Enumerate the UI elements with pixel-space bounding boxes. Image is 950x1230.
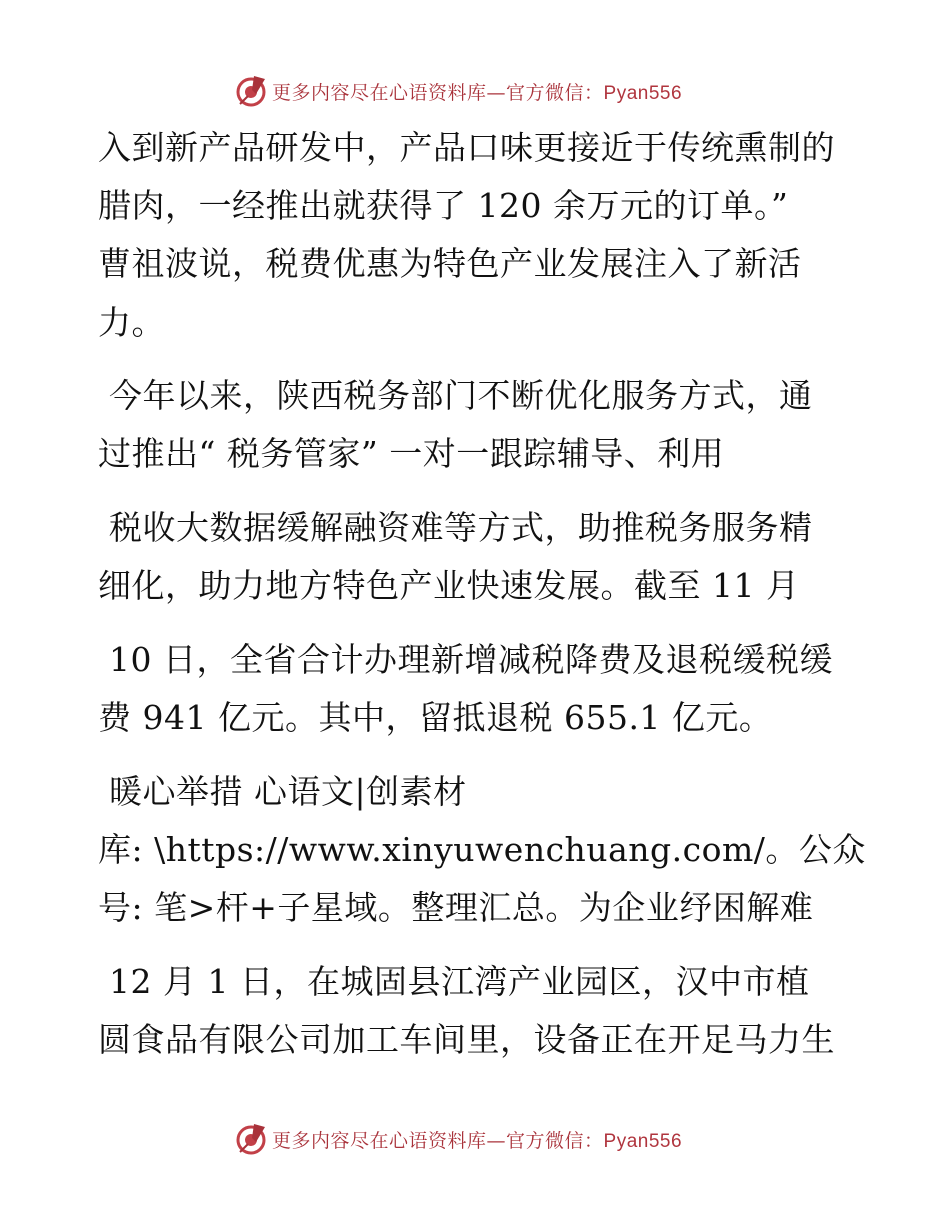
body-line: 圆食品有限公司加工车间里，设备正在开足马力生 [98, 1020, 835, 1059]
body-line: 细化，助力地方特色产业快速发展。截至 11 月 [98, 566, 800, 605]
body-line: 税收大数据缓解融资难等方式，助推税务服务精 [98, 508, 813, 547]
body-line: 入到新产品研发中，产品口味更接近于传统熏制的 [98, 128, 835, 167]
body-line: 12 月 1 日，在城固县江湾产业园区，汉中市植 [98, 962, 810, 1001]
watermark-wechat-id: Pyan556 [603, 83, 683, 104]
body-line: 力。 [98, 303, 165, 342]
footer-watermark [0, 1120, 950, 1160]
body-line: 暖心举措 心语文|创素材 [98, 772, 467, 811]
body-line: 腊肉，一经推出就获得了 120 余万元的订单。” [98, 186, 789, 225]
body-line: 曹祖波说，税费优惠为特色产业发展注入了新活 [98, 244, 802, 283]
header-watermark [0, 72, 950, 112]
body-line: 今年以来，陕西税务部门不断优化服务方式，通 [98, 376, 813, 415]
body-line: 过推出“ 税务管家” 一对一跟踪辅导、利用 [98, 434, 725, 473]
quill-logo-icon [234, 74, 268, 108]
quill-logo-icon [234, 1122, 268, 1156]
watermark-text: 更多内容尽在心语资料库—官方微信： [272, 82, 604, 104]
body-line: 库: \https://www.xinyuwenchuang.com/。公众 [98, 830, 866, 869]
watermark-text: 更多内容尽在心语资料库—官方微信： [272, 1130, 604, 1152]
body-line: 10 日，全省合计办理新增减税降费及退税缓税缓 [98, 640, 833, 679]
body-line: 号: 笔>杆+子星域。整理汇总。为企业纾困解难 [98, 888, 814, 927]
watermark-wechat-id: Pyan556 [603, 1131, 683, 1152]
body-line: 费 941 亿元。其中，留抵退税 655.1 亿元。 [98, 698, 773, 737]
